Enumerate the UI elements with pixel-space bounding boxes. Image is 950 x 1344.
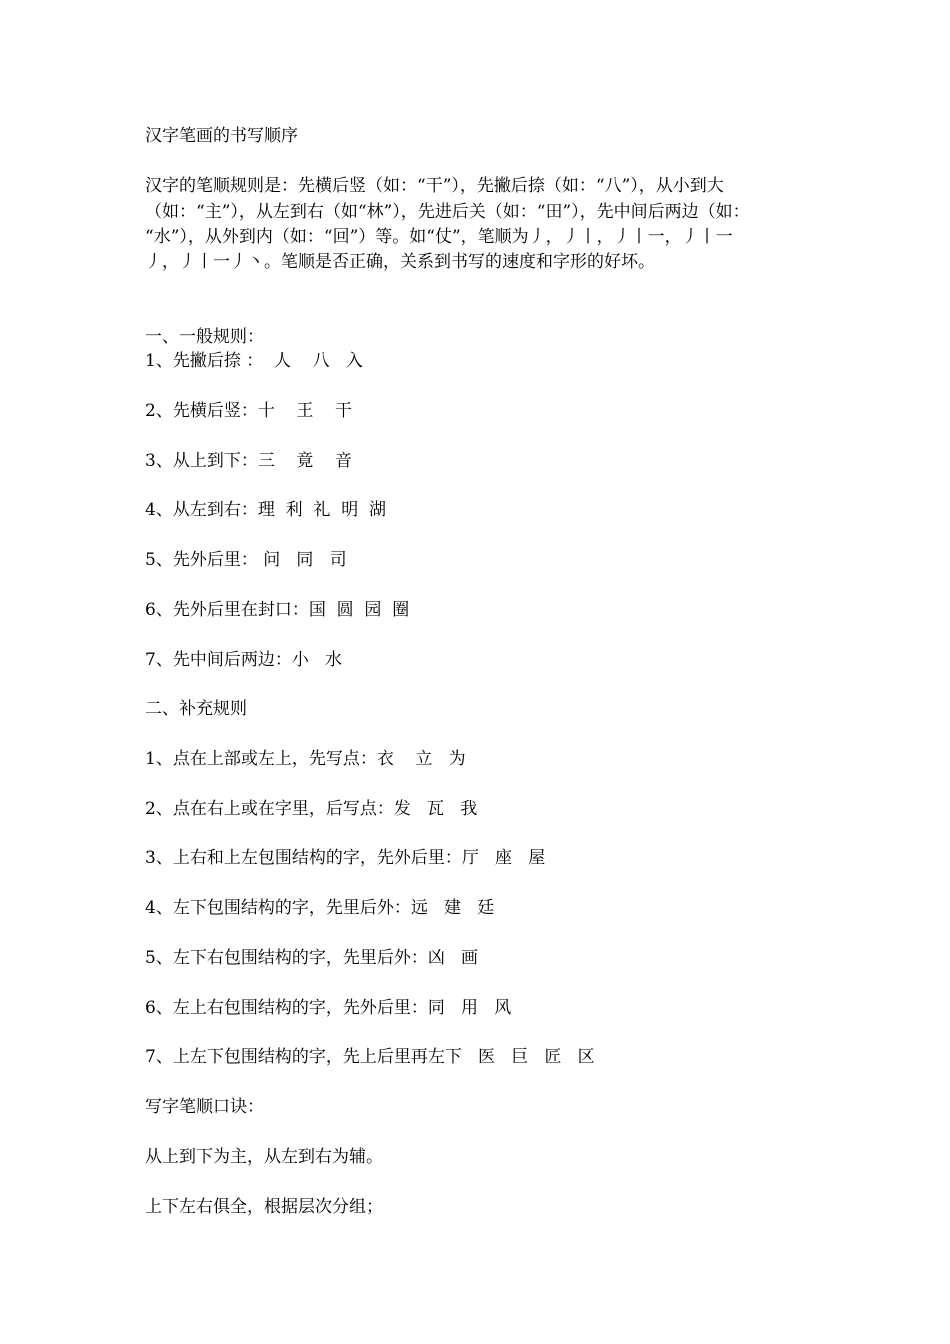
section2-rule-1: 1、点在上部或左上，先写点：衣 立 为 [145,749,466,769]
section1-rule-4: 4、从左到右：理 利 礼 明 湖 [145,500,387,520]
section2-rule-4: 4、左下包围结构的字，先里后外：远 建 廷 [145,898,495,918]
section2-rule-3: 3、上右和上左包围结构的字，先外后里：厅 座 屋 [145,848,546,868]
intro-line-3: “水”），从外到内（如：“回”）等。如“仗”，笔顺为丿，丿丨，丿丨一，丿丨一 [145,227,733,247]
section2-rule-7: 7、上左下包围结构的字，先上后里再左下 医 巨 匠 区 [145,1047,595,1067]
mnemonic-line-2: 上下左右俱全，根据层次分组； [145,1197,383,1217]
section2-rule-6: 6、左上右包围结构的字，先外后里：同 用 风 [145,998,512,1018]
section2-rule-2: 2、点在右上或在字里，后写点：发 瓦 我 [145,799,478,819]
intro-line-4: 丿，丿丨一丿丶。笔顺是否正确，关系到书写的速度和字形的好坏。 [145,252,655,272]
intro-line-2: （如：“主”），从左到右（如“林”），先进后关（如：“田”），先中间后两边（如： [145,202,750,222]
section2-rule-5: 5、左下右包围结构的字，先里后外：凶 画 [145,948,479,968]
section1-rule-6: 6、先外后里在封口：国 圆 园 圈 [145,600,410,620]
section1-rule-1: 1、先撇后捺 ： 人 八 入 [145,351,363,371]
section1-rule-2: 2、先横后竖：十 王 干 [145,401,353,421]
section1-rule-3: 3、从上到下：三 竟 音 [145,451,353,471]
section2-heading: 二、补充规则 [145,699,247,719]
document-title: 汉字笔画的书写顺序 [145,126,298,146]
mnemonic-line-1: 从上到下为主，从左到右为辅。 [145,1147,383,1167]
mnemonic-heading: 写字笔顺口诀： [145,1097,264,1117]
section1-heading: 一、一般规则： [145,327,264,347]
section1-rule-5: 5、先外后里： 问 同 司 [145,550,347,570]
section1-rule-7: 7、先中间后两边：小 水 [145,650,343,670]
intro-line-1: 汉字的笔顺规则是：先横后竖（如：“干”），先撇后捺（如：“八”），从小到大 [145,176,724,196]
